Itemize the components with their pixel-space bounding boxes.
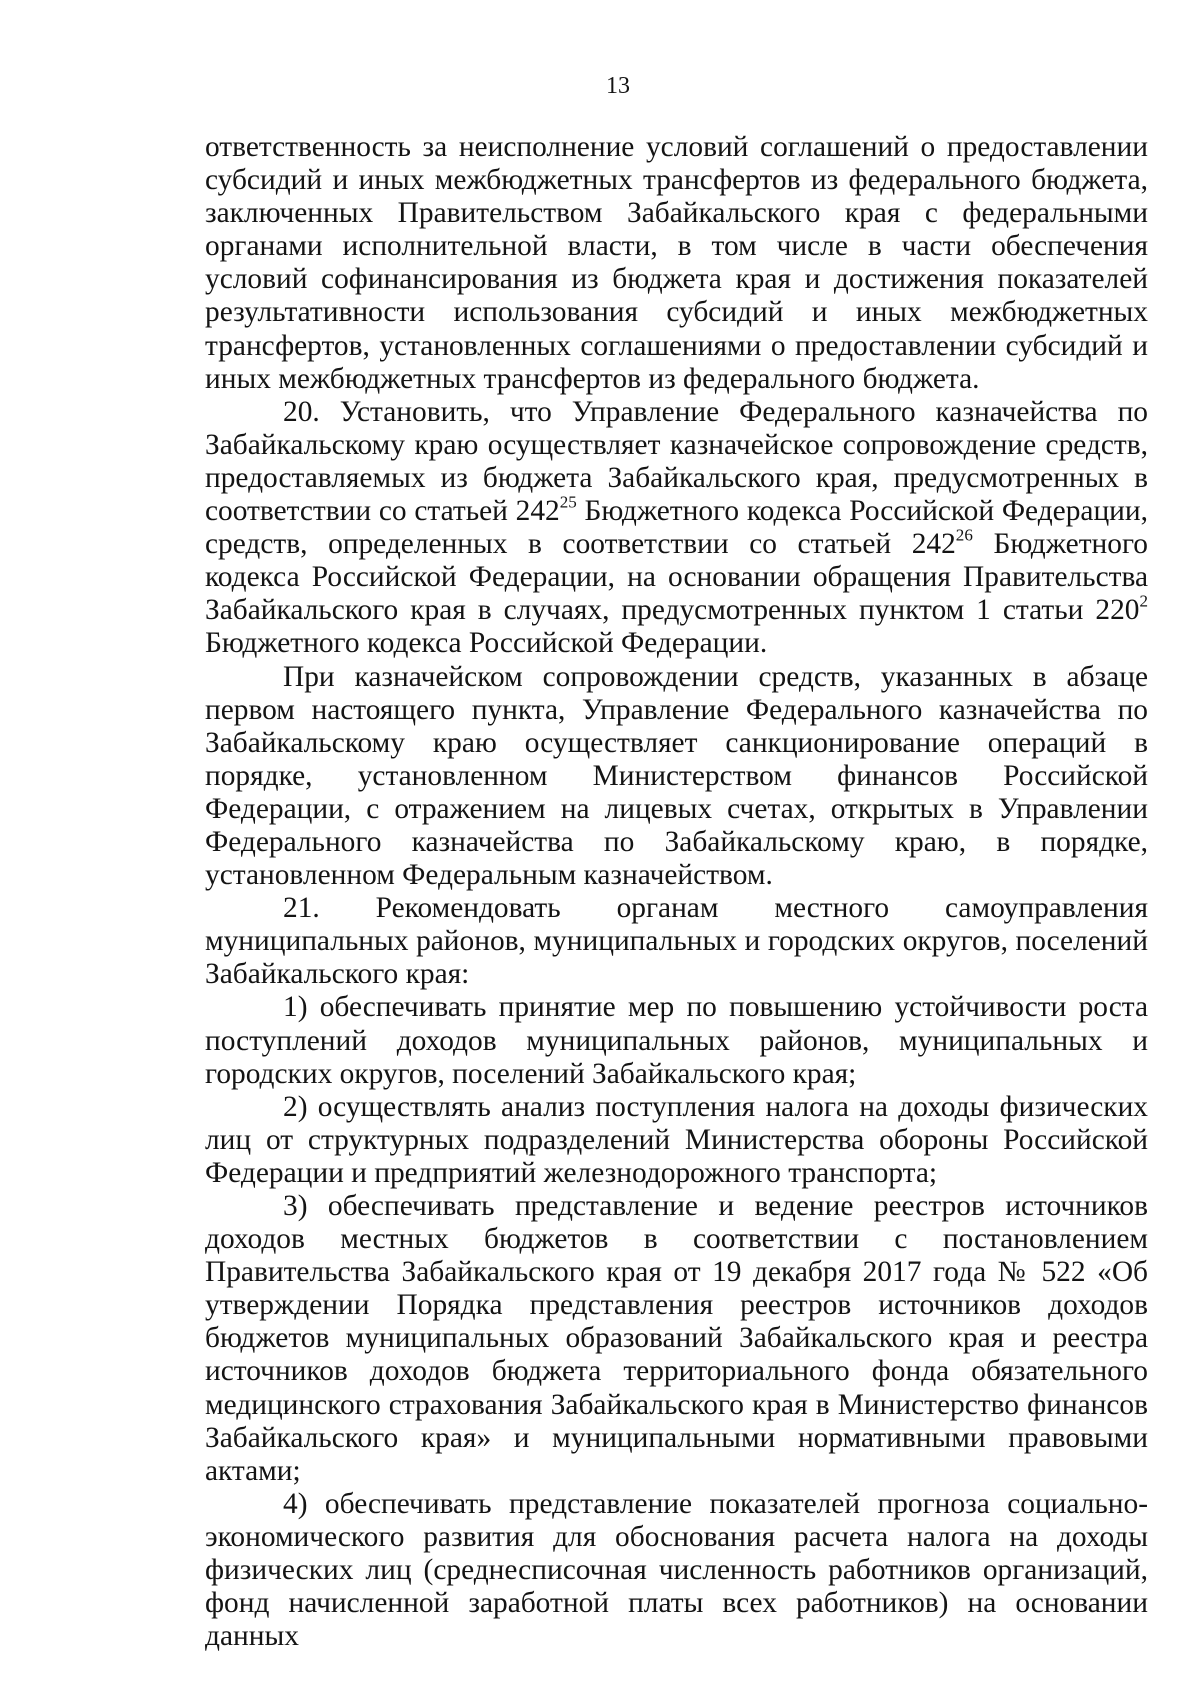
paragraph-text: 2) осуществлять анализ поступления налога на доходы физических лиц от структурных подразделений Министерства обороны Российской Федерации и предприятий железнодорожного транспорта; (205, 1090, 1148, 1189)
paragraph-item-20-treasury-support (205, 661, 1148, 893)
paragraph-text: 1) обеспечивать принятие мер по повышению устойчивости роста поступлений доходов муниципальных районов, муниципальных и городских округов, поселений Забайкальского края; (205, 991, 1148, 1090)
paragraph-text: Бюджетного кодекса Российской Федерации. (205, 627, 768, 660)
document-body (205, 131, 1148, 1653)
page-number: 13 (606, 73, 630, 99)
paragraph-continuation (205, 131, 1148, 396)
paragraph-item-21-4 (205, 1488, 1148, 1653)
superscript-article-number: 25 (559, 492, 577, 512)
paragraph-item-21-3 (205, 1190, 1148, 1488)
paragraph-item-20 (205, 396, 1148, 661)
paragraph-text: ответственность за неисполнение условий соглашений о предоставлении субсидий и иных межбюджетных трансфертов из федерального бюджета, заключенных Правительством Забайкальского края с федеральными органами исполнительной власти, в том числе в части обеспечения условий софинансирования из бюджета края и достижения показателей результативности использования субсидий и иных межбюджетных трансфертов, установленных соглашениями о предоставлении субсидий и иных межбюджетных трансфертов из федерального бюджета. (205, 131, 1148, 395)
paragraph-item-21-2 (205, 1091, 1148, 1190)
superscript-article-number: 2 (1139, 592, 1148, 612)
superscript-article-number: 26 (955, 525, 973, 545)
paragraph-item-21 (205, 892, 1148, 991)
paragraph-text: 4) обеспечивать представление показателей прогноза социально-экономического развития для обоснования расчета налога на доходы физических лиц (среднесписочная численность работников организаций, фонд начисленной заработной платы всех работников) на основании данных (205, 1487, 1148, 1653)
paragraph-item-21-1 (205, 991, 1148, 1090)
paragraph-text: 21. Рекомендовать органам местного самоуправления муниципальных районов, муниципальных и городских округов, поселений Забайкальского края: (205, 892, 1148, 991)
paragraph-text: 20. Установить, что Управление Федерального казначейства по Забайкальскому краю осуществляет казначейское сопровождение средств, предоставляемых из бюджета Забайкальского края, предусмотренных в соответствии со статьей 242 (205, 395, 1148, 528)
paragraph-text: При казначейском сопровождении средств, указанных в абзаце первом настоящего пункта, Управление Федерального казначейства по Забайкальскому краю осуществляет санкционирование операций в порядке, установленном Министерством финансов Российской Федерации, с отражением на лицевых счетах, открытых в Управлении Федерального казначейства по Забайкальскому краю, в порядке, установленном Федеральным казначейством. (205, 660, 1148, 892)
paragraph-text: Бюджетного кодекса Российской Федерации, средств, определенных в соответствии со статьей 242 (205, 495, 1148, 561)
paragraph-text: 3) обеспечивать представление и ведение реестров источников доходов местных бюджетов в соответствии с постановлением Правительства Забайкальского края от 19 декабря 2017 года № 522 «Об утверждении Порядка представления реестров источников доходов бюджетов муниципальных образований Забайкальского края и реестра источников доходов бюджета территориального фонда обязательного медицинского страхования Забайкальского края в Министерство финансов Забайкальского края» и муниципальными нормативными правовыми актами; (205, 1190, 1148, 1487)
paragraph-text: Бюджетного кодекса Российской Федерации, на основании обращения Правительства Забайкальского края в случаях, предусмотренных пунктом 1 статьи 220 (205, 528, 1148, 627)
